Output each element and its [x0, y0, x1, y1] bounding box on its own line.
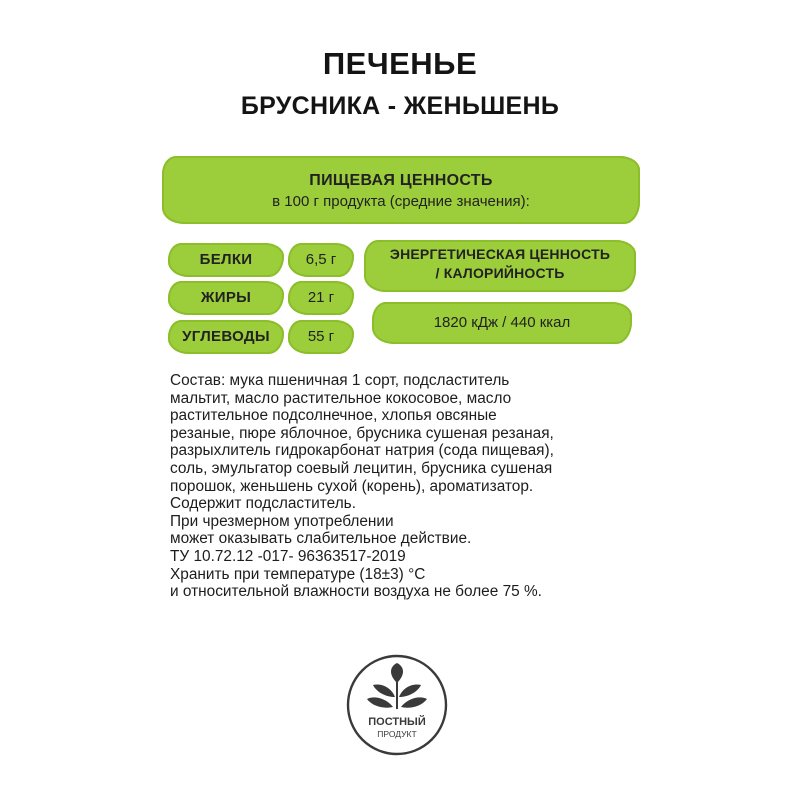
composition-text — [170, 372, 650, 601]
composition-line: соль, эмульгатор соевый лецитин, брусника сушеная — [170, 459, 553, 477]
nutrient-label: УГЛЕВОДЫ — [182, 328, 270, 345]
lenten-product-stamp — [345, 653, 449, 757]
energy-value-box — [372, 302, 632, 344]
nutrient-label-protein — [168, 243, 284, 277]
nutrient-label: ЖИРЫ — [200, 289, 252, 306]
product-title: ПЕЧЕНЬЕ — [322, 46, 478, 81]
nutrient-value: 55 г — [307, 328, 335, 345]
energy-title-line2: / КАЛОРИЙНОСТЬ — [435, 265, 565, 281]
nutrient-value-carbs — [288, 320, 354, 354]
sprout-leaves-icon — [367, 663, 427, 709]
composition-line: порошок, женьшень сухой (корень), ароматизатор. — [170, 477, 534, 495]
nutrient-label-carbs — [168, 320, 284, 354]
nutrient-value: 6,5 г — [305, 251, 337, 268]
stamp-line2: ПРОДУКТ — [377, 729, 417, 739]
composition-line: резаные, пюре яблочное, брусника сушеная резаная, — [170, 424, 554, 442]
composition-line: растительное подсолнечное, хлопья овсяные — [170, 407, 497, 425]
composition-line: При чрезмерном употреблении — [170, 512, 394, 530]
stamp-line1: ПОСТНЫЙ — [368, 716, 426, 728]
nutrition-header-subtitle: в 100 г продукта (средние значения): — [272, 193, 530, 210]
nutrient-value-protein — [288, 243, 354, 277]
nutrient-value-fat — [288, 281, 354, 315]
composition-line: мальтит, масло растительное кокосовое, масло — [170, 389, 512, 407]
composition-line: Состав: мука пшеничная 1 сорт, подсластитель — [170, 372, 510, 389]
nutrition-header — [162, 156, 640, 224]
nutrition-header-title: ПИЩЕВАЯ ЦЕННОСТЬ — [309, 172, 493, 189]
composition-line: может оказывать слабительное действие. — [170, 530, 472, 548]
composition-line: разрыхлитель гидрокарбонат натрия (сода пищевая), — [170, 442, 554, 460]
energy-title-box — [364, 240, 636, 292]
energy-value: 1820 кДж / 440 ккал — [433, 314, 571, 331]
product-flavor: БРУСНИКА - ЖЕНЬШЕНЬ — [240, 92, 560, 120]
nutrient-label-fat — [168, 281, 284, 315]
composition-line: Содержит подсластитель. — [170, 495, 356, 513]
energy-title-line1: ЭНЕРГЕТИЧЕСКАЯ ЦЕННОСТЬ — [389, 246, 611, 262]
composition-line: и относительной влажности воздуха не более 75 %. — [170, 583, 542, 601]
composition-line: ТУ 10.72.12 -017- 96363517-2019 — [170, 547, 406, 565]
composition-line: Хранить при температуре (18±3) °С — [170, 565, 426, 583]
nutrient-label: БЕЛКИ — [199, 251, 253, 268]
nutrient-value: 21 г — [307, 289, 335, 306]
